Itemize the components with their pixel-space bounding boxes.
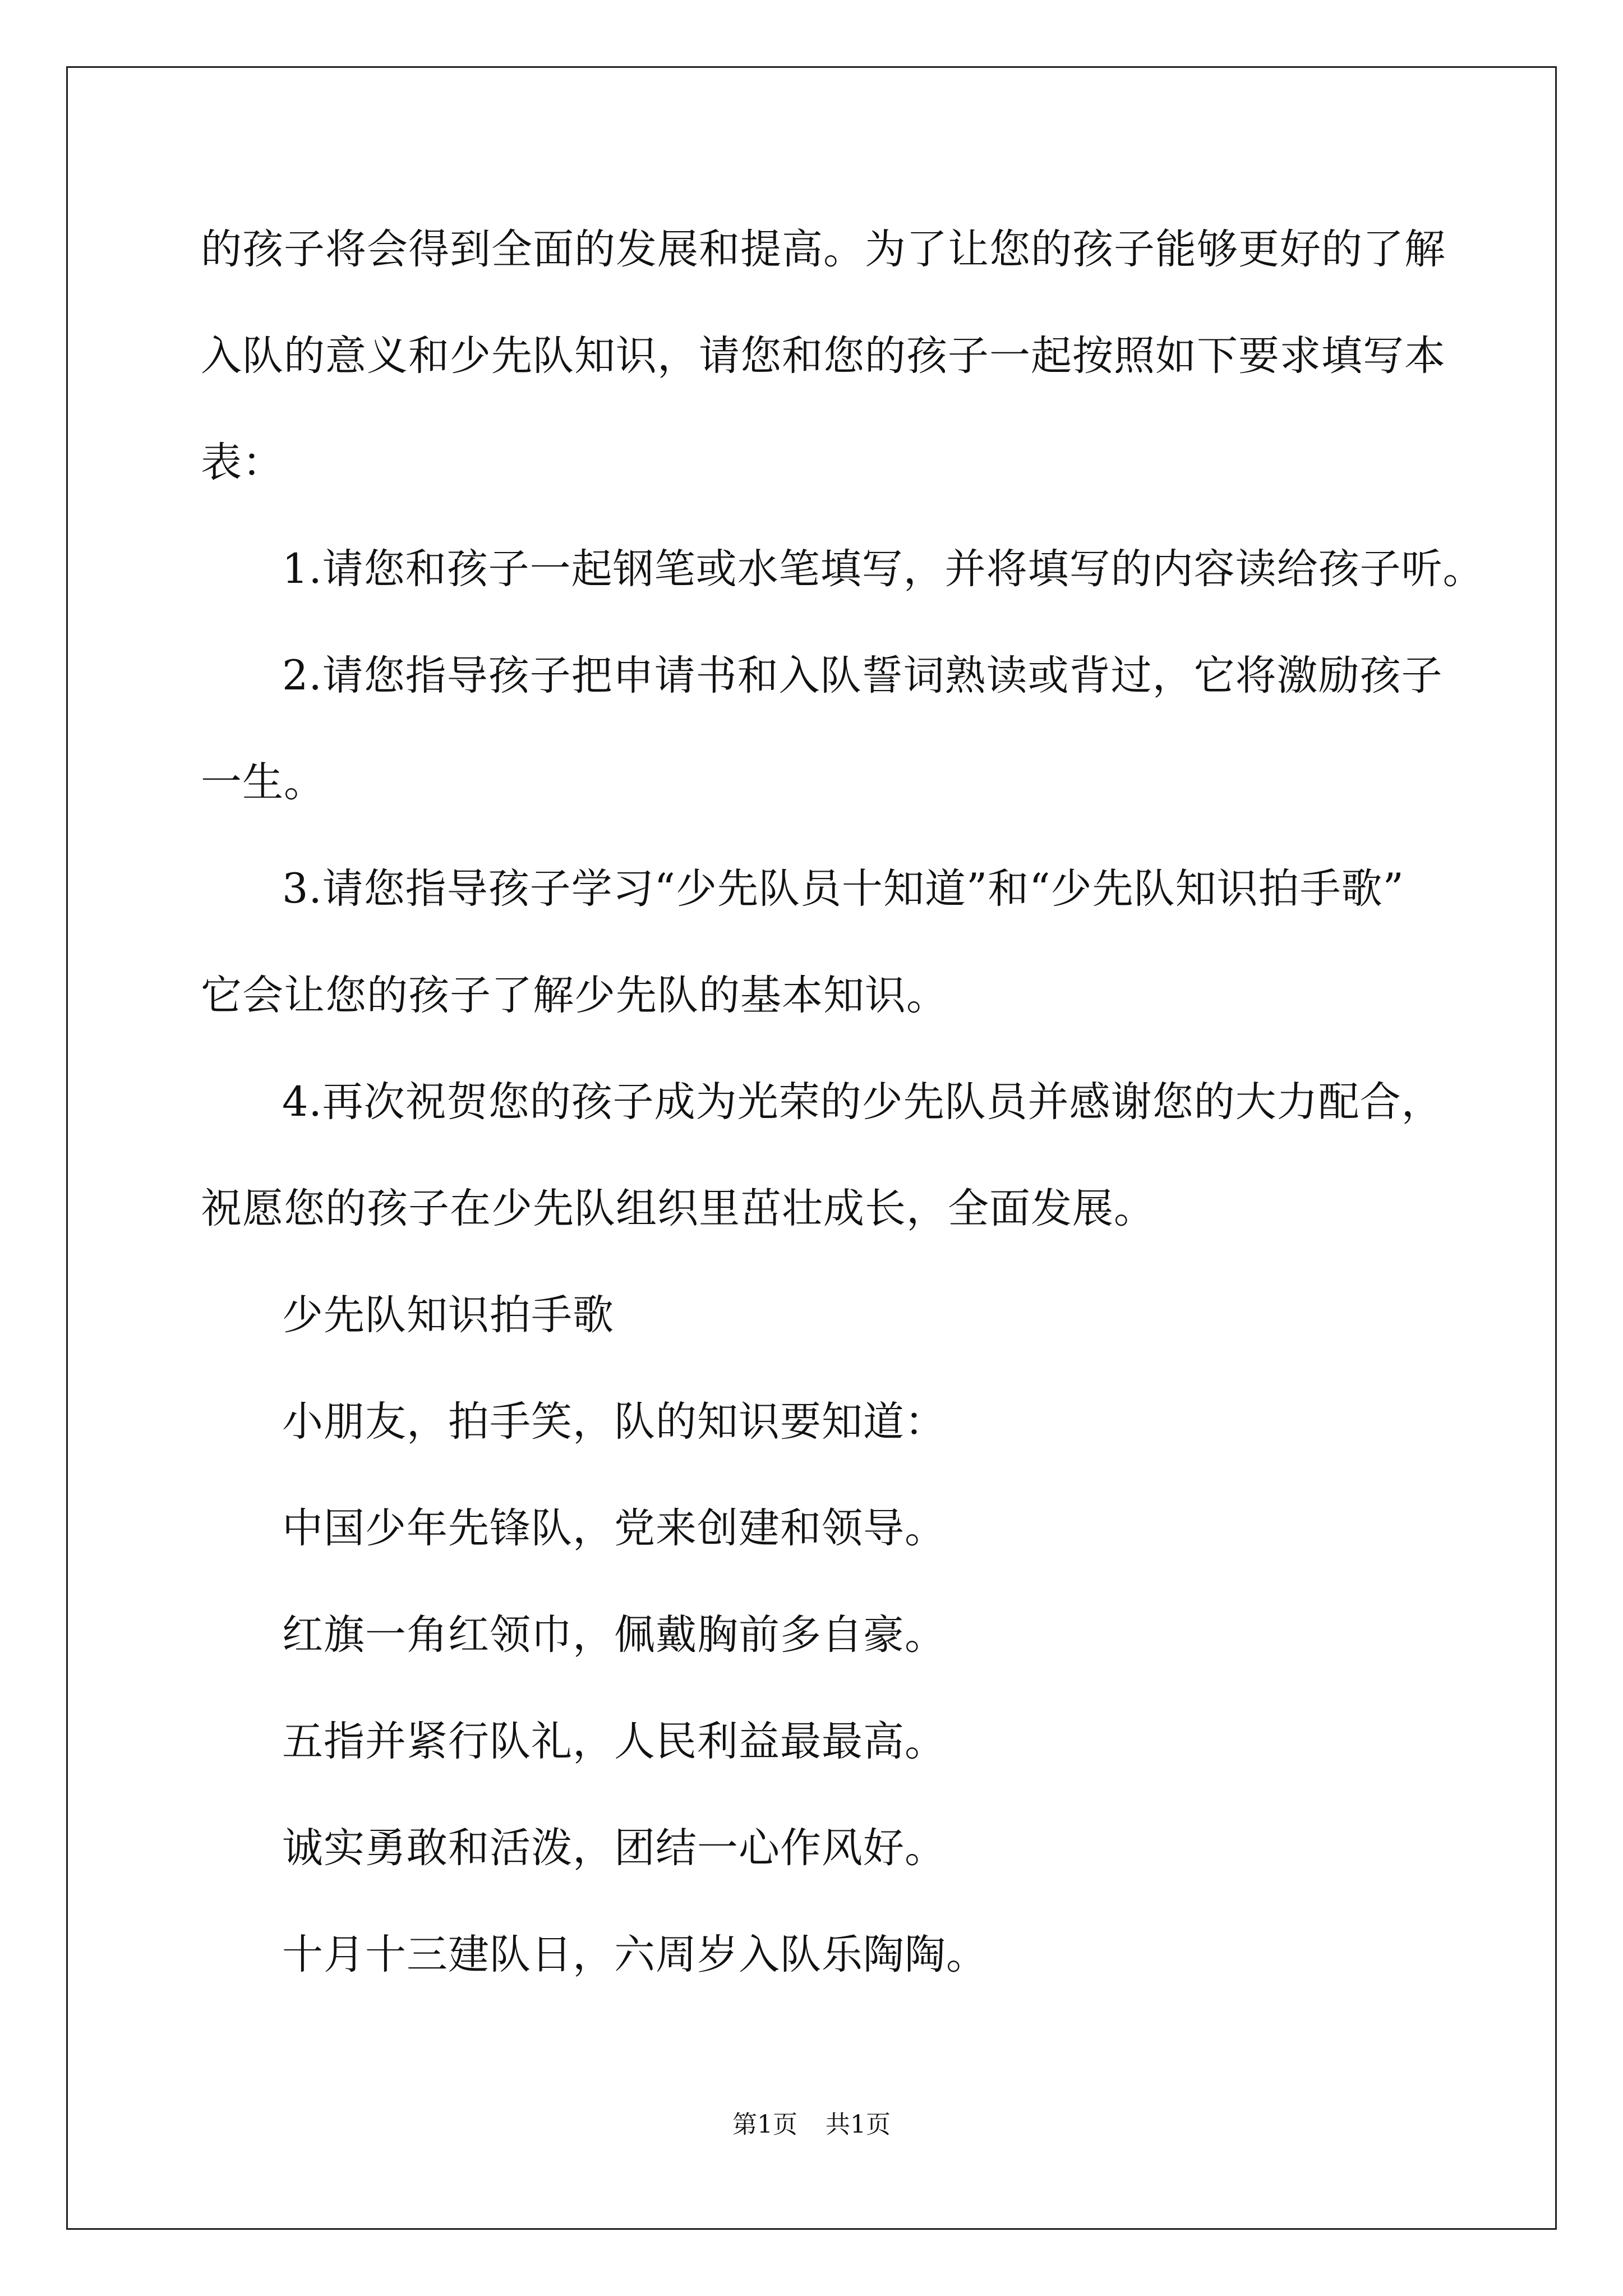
document-body	[201, 216, 1484, 2028]
song-title: 少先队知识拍手歌	[282, 1291, 614, 1339]
page-total: 共1页	[826, 2110, 891, 2139]
instruction-item-3: 3.请您指导孩子学习“少先队员十知道”和“少先队知识拍手歌”	[282, 865, 1404, 913]
instruction-item-4: 4.再次祝贺您的孩子成为光荣的少先队员并感谢您的大力配合，	[282, 1078, 1443, 1126]
paragraph-line: 入队的意义和少先队知识，请您和您的孩子一起按照如下要求填写本	[201, 332, 1446, 380]
page-footer	[0, 2108, 1623, 2142]
paragraph-line: 它会让您的孩子了解少先队的基本知识。	[201, 972, 948, 1019]
song-line: 五指并紧行队礼，人民利益最最高。	[282, 1718, 946, 1765]
song-line: 诚实勇敢和活泼，团结一心作风好。	[282, 1824, 946, 1872]
paragraph-line: 的孩子将会得到全面的发展和提高。为了让您的孩子能够更好的了解	[201, 226, 1446, 273]
paragraph-line: 表：	[201, 439, 284, 486]
paragraph-line: 一生。	[201, 758, 325, 806]
song-line: 十月十三建队日，六周岁入队乐陶陶。	[282, 1931, 988, 1978]
page-number: 第1页	[732, 2110, 797, 2139]
song-line: 小朋友，拍手笑，队的知识要知道：	[282, 1398, 946, 1446]
paragraph-line: 祝愿您的孩子在少先队组织里茁壮成长，全面发展。	[201, 1185, 1155, 1232]
song-line: 红旗一角红领巾，佩戴胸前多自豪。	[282, 1611, 946, 1659]
instruction-item-1: 1.请您和孩子一起钢笔或水笔填写，并将填写的内容读给孩子听。	[282, 545, 1484, 593]
song-line: 中国少年先锋队，党来创建和领导。	[282, 1504, 946, 1552]
instruction-item-2: 2.请您指导孩子把申请书和入队誓词熟读或背过，它将激励孩子	[282, 652, 1443, 700]
